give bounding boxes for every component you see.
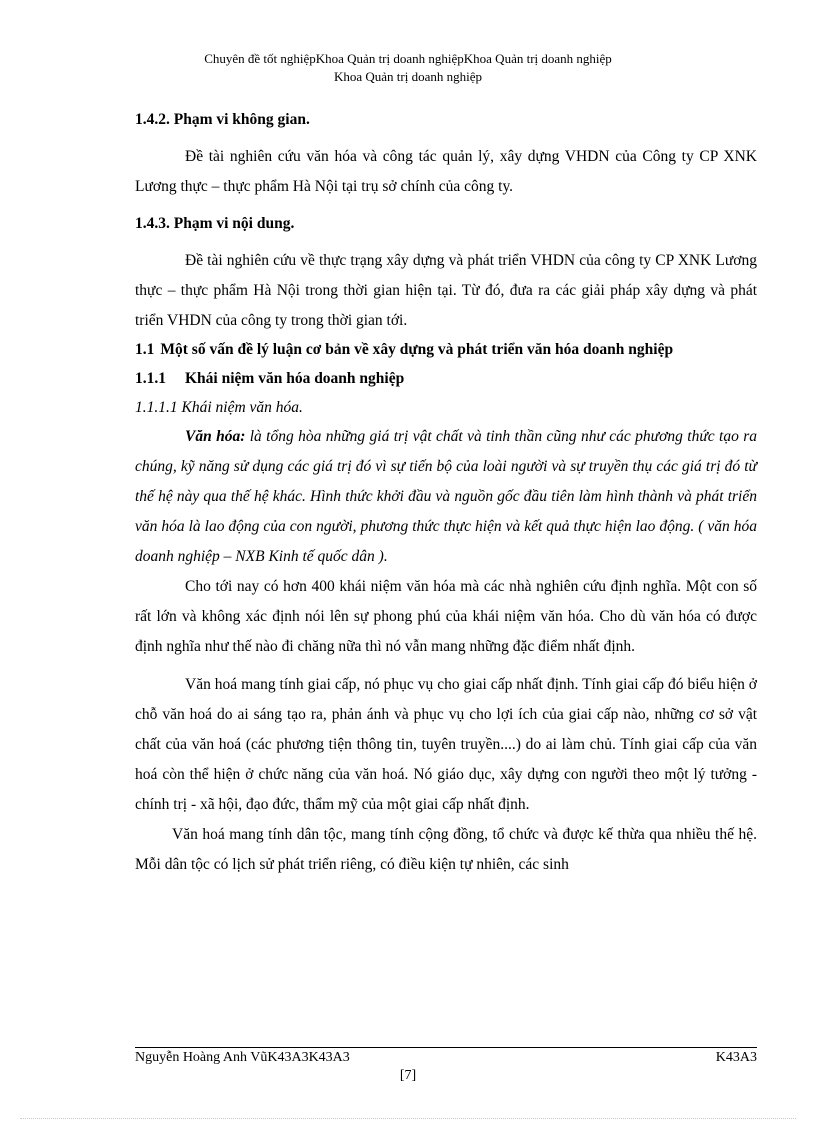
heading-1-1-1-number: 1.1.1 bbox=[135, 370, 166, 387]
header-line-1: Chuyên đề tốt nghiệpKhoa Quản trị doanh nghiệpKhoa Quản trị doanh nghiệp bbox=[204, 51, 612, 66]
heading-1-1-1-1: 1.1.1.1 Khái niệm văn hóa. bbox=[135, 399, 303, 416]
page-number: [7] bbox=[399, 1068, 417, 1083]
heading-1-1-1-text: Khái niệm văn hóa doanh nghiệp bbox=[185, 370, 405, 387]
page-bottom-border bbox=[20, 1118, 796, 1119]
heading-1-1-1 bbox=[135, 364, 757, 394]
definition-term: Văn hóa: bbox=[185, 428, 246, 445]
document-body bbox=[135, 108, 757, 880]
paragraph-culture-definition bbox=[135, 422, 757, 572]
footer-class-code: K43A3 bbox=[715, 1050, 757, 1065]
paragraph-culture-class: Văn hoá mang tính giai cấp, nó phục vụ cho giai cấp nhất định. Tính giai cấp đó biểu hiện ở chỗ văn hoá do ai sáng tạo ra, phản ánh và phục vụ cho lợi ích của giai cấp nào, những cơ sở vật chất của văn hoá (các phương tiện thông tin, tuyên truyền....) do ai làm chủ. Tính giai cấp của văn hoá còn thể hiện ở chức năng của văn hoá. Nó giáo dục, xây dựng con người theo một lý tưởng - chính trị - xã hội, đạo đức, thẩm mỹ của một giai cấp nhất định. bbox=[135, 676, 757, 813]
footer-divider bbox=[135, 1047, 757, 1048]
paragraph-scope-space: Đề tài nghiên cứu văn hóa và công tác quản lý, xây dựng VHDN của Công ty CP XNK Lương thực – thực phẩm Hà Nội tại trụ sở chính của công ty. bbox=[135, 148, 757, 195]
heading-1-4-2: 1.4.2. Phạm vi không gian. bbox=[135, 111, 310, 128]
footer-author: Nguyễn Hoàng Anh VũK43A3K43A3 bbox=[135, 1050, 350, 1065]
heading-1-1 bbox=[135, 336, 757, 364]
heading-1-1-number: 1.1 bbox=[135, 341, 155, 358]
header-line-2: Khoa Quản trị doanh nghiệp bbox=[333, 69, 483, 84]
heading-1-4-3: 1.4.3. Phạm vi nội dung. bbox=[135, 215, 295, 232]
page-header bbox=[100, 50, 716, 86]
heading-1-1-text: Một số vấn đề lý luận cơ bản về xây dựng và phát triển văn hóa doanh nghiệp bbox=[160, 341, 674, 358]
definition-text: là tổng hòa những giá trị vật chất và tinh thần cũng như các phương thức tạo ra chúng, kỹ năng sử dụng các giá trị đó vì sự tiến bộ của loài người và sự truyền thụ các giá trị đó từ thế hệ này qua thế hệ khác. Hình thức khởi đầu và nguồn gốc đầu tiên làm hình thành và phát triển văn hóa là lao động của con người, phương thức thực hiện và kết quả thực hiện lao động. ( văn hóa doanh nghiệp – NXB Kinh tế quốc dân ). bbox=[135, 428, 757, 565]
paragraph-culture-concepts: Cho tới nay có hơn 400 khái niệm văn hóa mà các nhà nghiên cứu định nghĩa. Một con số rất lớn và không xác định nói lên sự phong phú của khái niệm văn hóa. Cho dù văn hóa có được định nghĩa như thế nào đi chăng nữa thì nó vẫn mang những đặc điểm nhất định. bbox=[135, 578, 757, 655]
page-footer bbox=[135, 1050, 757, 1066]
paragraph-scope-content: Đề tài nghiên cứu về thực trạng xây dựng và phát triển VHDN của công ty CP XNK Lương thực – thực phẩm Hà Nội trong thời gian hiện tại. Từ đó, đưa ra các giải pháp xây dựng và phát triển VHDN của công ty trong thời gian tới. bbox=[135, 252, 757, 329]
paragraph-culture-nation: Văn hoá mang tính dân tộc, mang tính cộng đồng, tổ chức và được kế thừa qua nhiều thế hệ. Mỗi dân tộc có lịch sử phát triển riêng, có điều kiện tự nhiên, các sinh bbox=[135, 826, 757, 873]
